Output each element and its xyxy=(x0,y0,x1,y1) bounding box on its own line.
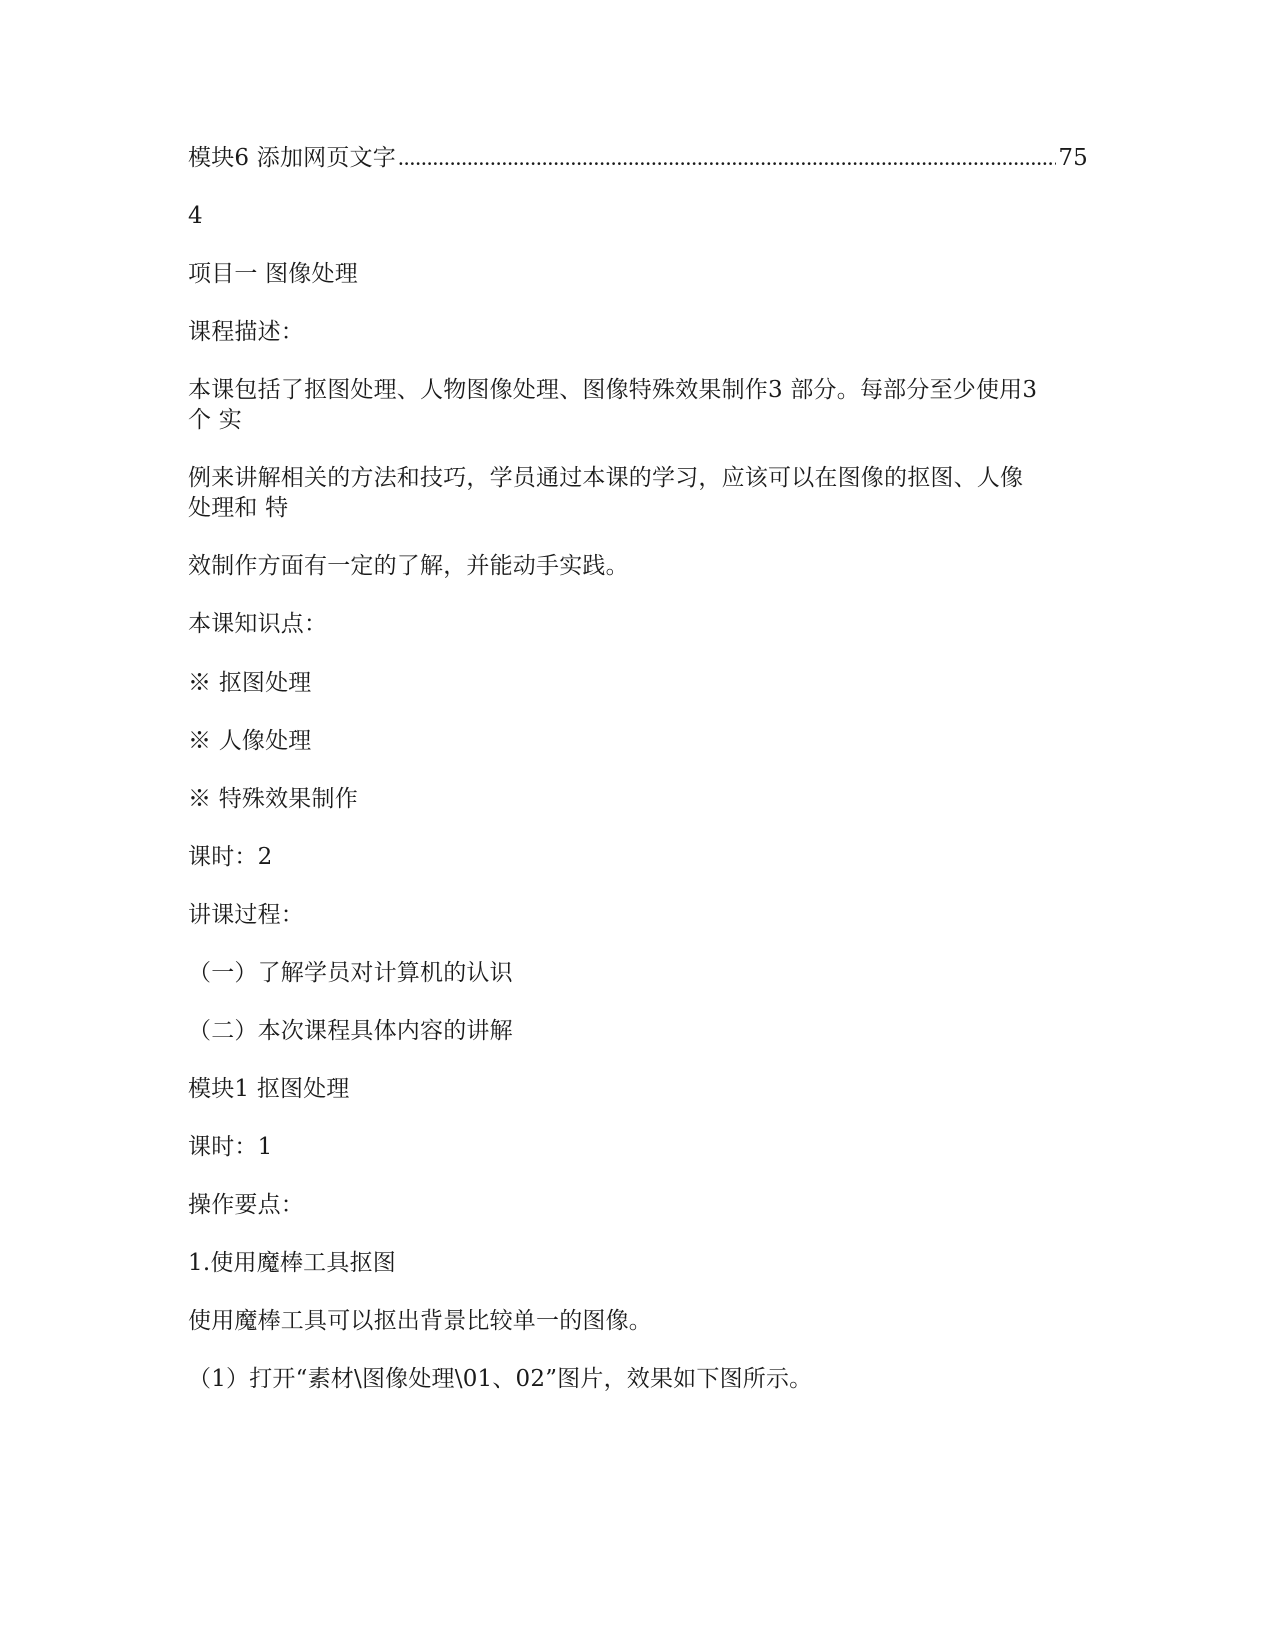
toc-entry-page: 75 xyxy=(1058,145,1088,171)
step-item: （1）打开“素材\图像处理\01、02”图片，效果如下图所示。 xyxy=(188,1366,813,1392)
knowledge-item: ※ 人像处理 xyxy=(188,728,312,754)
step-desc: 使用魔棒工具可以抠出背景比较单一的图像。 xyxy=(188,1308,652,1334)
course-desc-line: 效制作方面有一定的了解，并能动手实践。 xyxy=(188,553,629,579)
toc-leader-dots xyxy=(398,143,1056,173)
project-title: 项目一 图像处理 xyxy=(188,261,358,287)
knowledge-item: ※ 特殊效果制作 xyxy=(188,786,358,812)
course-desc-line: 本课包括了抠图处理、人物图像处理、图像特殊效果制作3 部分。每部分至少使用3 xyxy=(188,377,1038,403)
course-desc-line: 例来讲解相关的方法和技巧，学员通过本课的学习，应该可以在图像的抠图、人像 xyxy=(188,465,1024,491)
process-heading: 讲课过程： xyxy=(188,902,304,928)
module-title: 模块1 抠图处理 xyxy=(188,1076,350,1102)
step-title: 1.使用魔棒工具抠图 xyxy=(188,1250,396,1276)
page-number: 4 xyxy=(188,203,203,229)
course-desc-heading: 课程描述： xyxy=(188,319,304,345)
hours-total: 课时：2 xyxy=(188,844,273,870)
process-item: （一）了解学员对计算机的认识 xyxy=(188,960,513,986)
module-hours: 课时：1 xyxy=(188,1134,273,1160)
course-desc-line: 处理和 特 xyxy=(188,495,289,521)
knowledge-item: ※ 抠图处理 xyxy=(188,670,312,696)
knowledge-heading: 本课知识点： xyxy=(188,611,328,637)
course-desc-line: 个 实 xyxy=(188,407,242,433)
process-item: （二）本次课程具体内容的讲解 xyxy=(188,1018,513,1044)
toc-entry xyxy=(188,143,1088,173)
ops-heading: 操作要点： xyxy=(188,1192,304,1218)
toc-entry-text: 模块6 添加网页文字 xyxy=(188,145,396,171)
